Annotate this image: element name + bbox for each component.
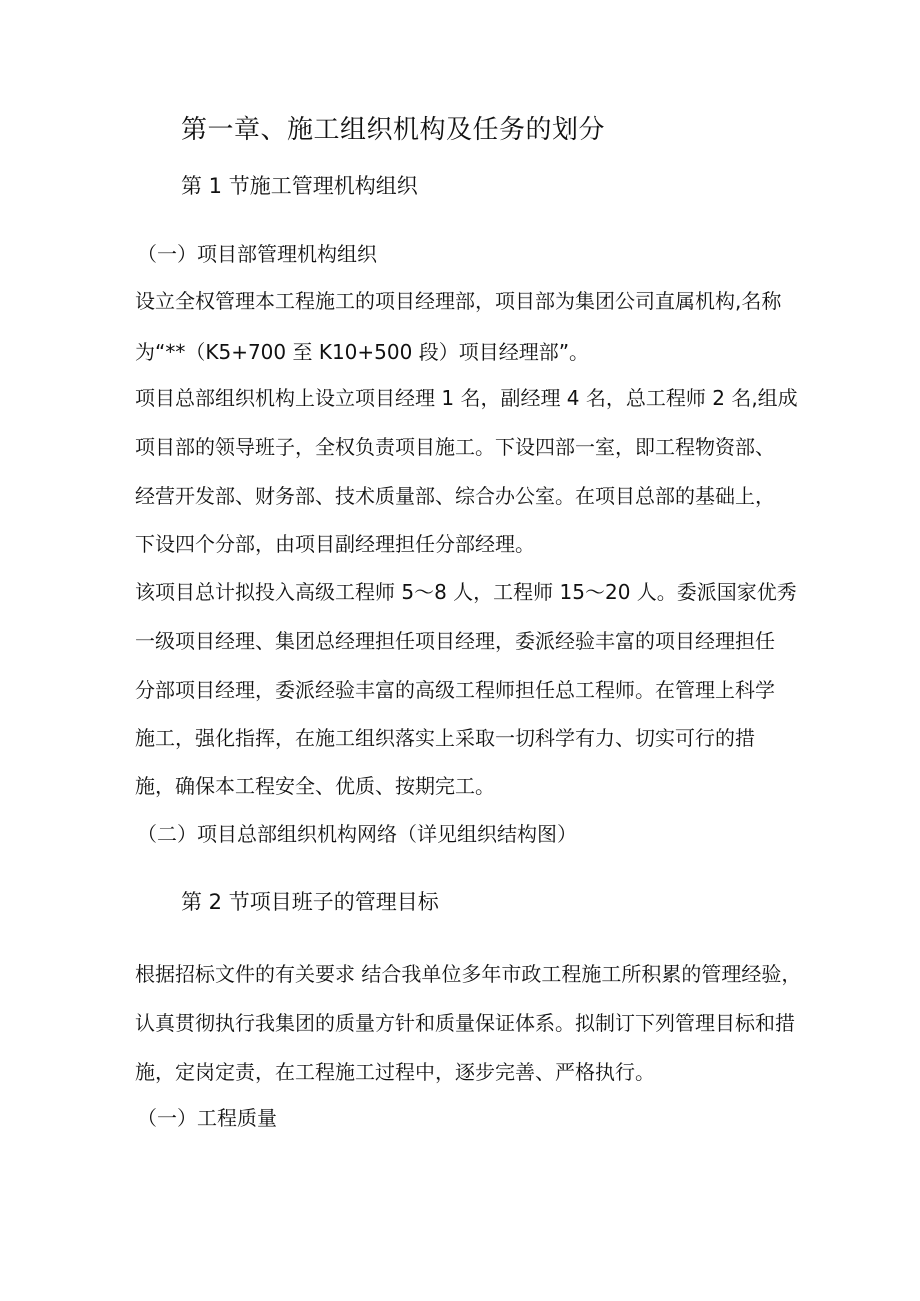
paragraph-line: 为“**（K5+700 至 K10+500 段）项目经理部”。	[135, 340, 590, 364]
paragraph-line: 项目部的领导班子，全权负责项目施工。下设四部一室，即工程物资部、	[135, 435, 775, 459]
paragraph-line: 该项目总计拟投入高级工程师 5〜8 人，工程师 15〜20 人。委派国家优秀	[135, 580, 797, 604]
paragraph-line: 认真贯彻执行我集团的质量方针和质量保证体系。拟制订下列管理目标和措	[135, 1011, 795, 1035]
paragraph-line: 一级项目经理、集团总经理担任项目经理，委派经验丰富的项目经理担任	[135, 629, 775, 653]
section-1-title: 第 1 节施工管理机构组织	[181, 174, 418, 198]
paragraph-line: 经营开发部、财务部、技术质量部、综合办公室。在项目总部的基础上，	[135, 484, 775, 508]
paragraph-line: 项目总部组织机构上设立项目经理 1 名，副经理 4 名，总工程师 2 名,组成	[135, 386, 798, 410]
paragraph-line: 设立全权管理本工程施工的项目经理部，项目部为集团公司直属机构,名称	[135, 289, 782, 313]
section-2-subheading-1: （一）工程质量	[137, 1106, 277, 1130]
paragraph-line: 下设四个分部，由项目副经理担任分部经理。	[135, 532, 535, 556]
paragraph-line: 施，定岗定责，在工程施工过程中，逐步完善、严格执行。	[135, 1060, 655, 1084]
section-1-subheading-1: （一）项目部管理机构组织	[137, 242, 377, 266]
paragraph-line: 施工，强化指挥，在施工组织落实上采取一切科学有力、切实可行的措	[135, 726, 755, 750]
paragraph-line: 施，确保本工程安全、优质、按期完工。	[135, 774, 495, 798]
chapter-title: 第一章、施工组织机构及任务的划分	[181, 115, 606, 145]
section-1-subheading-2: （二）项目总部组织机构网络（详见组织结构图）	[137, 822, 577, 846]
paragraph-line: 根据招标文件的有关要求 结合我单位多年市政工程施工所积累的管理经验，	[135, 962, 802, 986]
paragraph-line: 分部项目经理，委派经验丰富的高级工程师担任总工程师。在管理上科学	[135, 678, 775, 702]
section-2-title: 第 2 节项目班子的管理目标	[181, 890, 439, 914]
